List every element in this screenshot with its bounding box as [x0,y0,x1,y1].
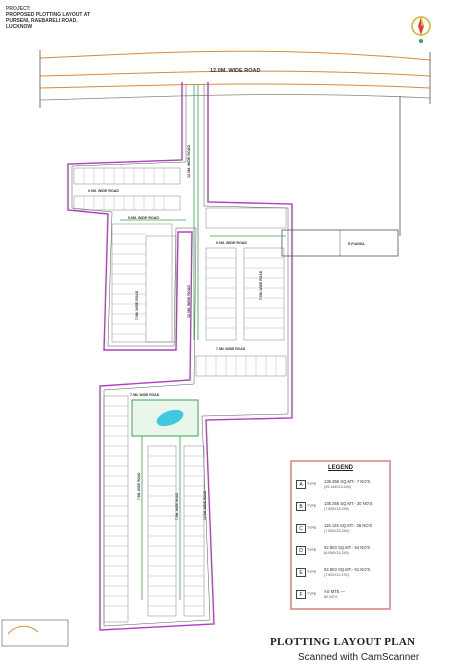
road-label-7-5m-bottom-1: 7.5M. WIDE ROAD [137,472,141,500]
legend-key: F [296,590,306,599]
road-label-7-5m-left: 7.5M. WIDE ROAD [135,290,139,320]
stamp-frame [2,620,68,646]
legend-type: TYPE [307,526,317,530]
legend-type: TYPE [307,482,317,486]
legend-dim: (7.826X15.240) [324,529,349,533]
legend-row-b [296,500,389,518]
road-label-12m-vertical-top: 12.0M. WIDE ROAD [187,145,191,178]
legend-type: TYPE [307,570,317,574]
side-plot [282,230,398,256]
road-label-7-5m-mid: 7.5M. WIDE ROAD [216,347,246,351]
legend-dim: (6.096X15.240) [324,551,349,555]
title-line-4: LUCKNOW [6,24,33,30]
road-label-12m-bottom: 12.0M. WIDE ROAD [203,490,207,520]
legend-row-a [296,478,389,496]
road-label-12m-vertical-mid: 12.0M. WIDE ROAD [187,285,191,318]
legend-key: C [296,524,306,533]
road-label-9m-middle: 9.0M. WIDE ROAD [216,241,247,245]
legend-text: 116.125 SQ.MT.- 36 NO'S [324,523,373,528]
main-road-label: 12.0M. WIDE ROAD [210,68,261,74]
road-label-7-5m-right: 7.5M. WIDE ROAD [259,270,263,300]
legend-row-d [296,544,389,562]
legend-text: 135.355 SQ.MT.- 20 NO'S [324,501,373,506]
legend-row-f [296,588,389,606]
legend-text: AS MTE — [324,589,345,594]
stamp-logo-icon [8,626,38,634]
road-label-7-5m-bottom-2: 7.5M. WIDE ROAD [175,492,179,520]
title-line-3: PURSENI, RAEBARELI ROAD, [6,18,78,24]
legend-type: TYPE [307,548,317,552]
road-label-9m-upper: 9.0M. WIDE ROAD [128,216,159,220]
legend-title: LEGEND [327,465,353,471]
legend-dim: (95.144X13.249) [324,485,351,489]
legend-type: TYPE [307,504,317,508]
title-line-1: PROJECT: [6,6,31,12]
legend-type: TYPE [307,592,317,596]
road-label-9m-top-left: 9.0M. WIDE ROAD [88,189,119,193]
scan-watermark: Scanned with CamScanner [298,652,420,663]
legend-key: A [296,480,306,489]
legend-key: D [296,546,306,555]
legend-text: 92.903 SQ.MT.- 54 NO'S [324,545,371,550]
legend-key: E [296,568,306,577]
legend-key: B [296,502,306,511]
side-plot-label: E.P./ANSA [348,242,365,246]
legend-dim: (7.620X12.192) [324,573,349,577]
legend-row-e [296,566,389,584]
plan-title: PLOTTING LAYOUT PLAN [270,636,416,648]
legend-box [290,460,391,610]
legend-row-c [296,522,389,540]
road-label-7-5m-lower: 7.5M. WIDE ROAD [130,393,160,397]
legend-text: 136.355 SQ.MT.- 7 NO'S [324,479,371,484]
legend-text: 92.903 SQ.MT.- 51 NO'S [324,567,371,572]
title-line-2: PROPOSED PLOTTING LAYOUT AT [6,12,90,18]
park [132,400,198,436]
legend-dim: 80 NO'S [324,595,338,599]
legend-dim: (7.826X18.299) [324,507,349,511]
